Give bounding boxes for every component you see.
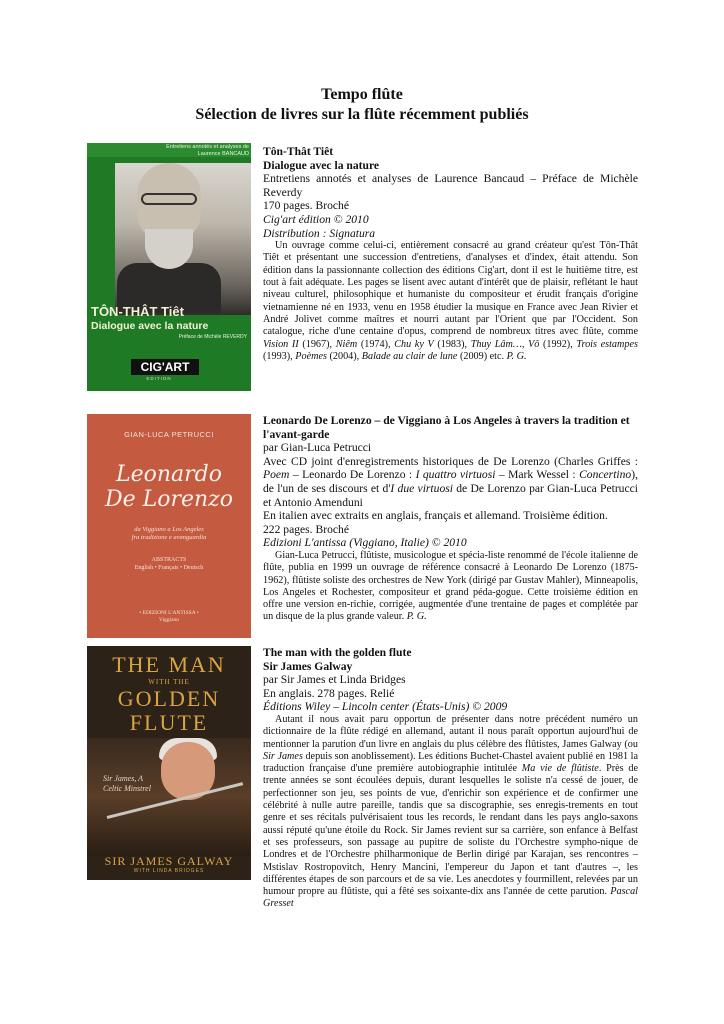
work-title: Sir James — [263, 750, 303, 762]
entry-pages: 222 pages. Broché — [263, 522, 349, 536]
book-cover-ton-that-tiet — [87, 143, 251, 391]
entry-review — [263, 240, 638, 363]
cover-publisher — [87, 610, 251, 624]
review-text: (1967), — [298, 338, 336, 350]
cover-title-line1: Leonardo — [115, 462, 222, 487]
review-signature: P. G. — [406, 611, 427, 623]
review-signature: P. G. — [506, 350, 527, 362]
cd-text: de De Lorenzo par Gian-Luca Petrucci et Antonio Amenduni — [263, 481, 638, 509]
book-entry-2 — [263, 414, 638, 624]
book-entry-1 — [263, 145, 638, 363]
work-title: Concertino — [579, 468, 632, 482]
review-text: (1993), — [263, 350, 296, 362]
publisher-edition: EDITION — [146, 376, 172, 381]
work-title: Ma vie de flûtiste — [521, 763, 599, 775]
entry-author: Sir James Galway — [263, 659, 353, 673]
publisher-place: Viggiano — [158, 617, 180, 623]
cover-author: GIAN-LUCA PETRUCCI — [124, 430, 214, 439]
cover-title-line1: THE MAN — [112, 652, 226, 677]
cover-abstracts — [87, 556, 251, 572]
review-text: Un ouvrage comme celui-ci, entièrement consacré au grand créateur qu'est Tôn-Thât Tiêt et présentant une succession d'entretiens, d'analyses et d'index, était attendu. Son édition dans la passionnante collection des éditions Cig'art, dont il est le huitième titre, est tout à fait adéquate. Les pages se lisent avec autant d'intérêt que de plaisir, reflétant le haut niveau culturel, philosophique et humaniste du compositeur et érudit français d'origine vietnamienne né en 1933, venu en 1958 étudier la musique en France avec Jean Rivier et André Jolivet comme maîtres et nourri autant par l'Orient que par l'Occident. Son catalogue, riche d'une centaine d'opus, comprend de nombreux titres avec flûte, comme — [263, 240, 638, 338]
work-title: Poem — [263, 468, 290, 482]
entry-publisher: Éditions Wiley – Lincoln center (États-Unis) © 2009 — [263, 700, 508, 714]
entry-by: par Gian-Luca Petrucci — [263, 441, 372, 455]
work-title: I quattro virtuosi — [415, 468, 496, 482]
cover-author: SIR JAMES GALWAY — [104, 854, 234, 868]
cd-text: – Leonardo De Lorenzo : — [289, 468, 416, 482]
cover-title — [87, 462, 251, 512]
review-text: (2009) etc. — [457, 350, 507, 362]
review-text: Autant il nous avait paru opportun de présenter dans notre précédent numéro un dictionnaire de la flûte rédigé en allemand, autant il nous paraît opportun aujourd'hui de mentionner la parution d'un livre en anglais du plus célèbre des flûtistes, James Galway (ou — [263, 713, 638, 750]
abstracts-label: ABSTRACTS — [151, 557, 187, 563]
abstracts-languages: English • Français • Deutsch — [134, 565, 204, 571]
work-title: Chu ky V — [394, 338, 434, 350]
cd-text: – Mark Wessel : — [495, 468, 580, 482]
page-subtitle: Sélection de livres sur la flûte récemment publiés — [195, 106, 529, 123]
entry-title: The man with the golden flute — [263, 646, 412, 659]
page-title: Tempo flûte — [321, 86, 403, 103]
entry-publisher: Edizioni L'antissa (Viggiano, Italie) © 2010 — [263, 536, 467, 550]
work-title: Trois estampes — [576, 338, 638, 350]
review-text: . Près de trente années se sont écoulées depuis, durant lesquelles le soliste n'a cessé de jouer, de perfectionner son jeu, ses points de vue, d'enrichir son expérience et de confirmer une célébrité à nulle autre pareille, tandis que sa discographie, ses enregis-trements en tout genre et ses récitals pulvérisaient tous les records, le rendant dans les pays anglo-saxons aussi réputé qu'une étoile du Rock. Sir James revient sur sa carrière, son enfance à Belfast et ses professeurs, son passage au pupitre de soliste du l'Orchestre sympho-nique de Londres et de l'Orchestre philharmonique de Berlin dirigé par Karajan, ses rencontres – Mstislav Rostropovitch, Henry Mancini, l'empereur du Japon et tant d'autres –, les différentes étapes de son parcours et de sa vie. Les anecdotes y fourmillent, relevées par un humour propre au flûtiste, qui a fêté ses soixante-dix ans l'année de cette parution. — [263, 763, 638, 898]
book-entry-3 — [263, 646, 638, 911]
cover-preface: Préface de Michèle REVERDY — [178, 334, 247, 340]
work-title: Niêm — [335, 338, 358, 350]
cd-text: Avec CD joint d'enregistrements historiques de De Lorenzo (Charles Griffes : — [263, 454, 638, 468]
entry-by: par Sir James et Linda Bridges — [263, 673, 406, 687]
entry-language: En anglais. 278 pages. Relié — [263, 686, 395, 700]
cover-subtitle — [87, 526, 251, 542]
review-text: Gian-Luca Petrucci, flûtiste, musicologue et spécia-liste renommé de l'école italienne de flûte, publia en 1999 un ouvrage de référence consacré à Leonardo De Lorenzo (1875-1962), flûtiste soliste des orchestres de New York (dirigé par Gustav Mahler), Minneapolis, Los Angeles et Rochester, compositeur et grand péda-gogue. Cette troisième édition en offre une version en-richie, corrigée, augmentée d'une trentaine de pages et complétée par un disque de la plus grande valeur. — [263, 549, 638, 623]
cover-subtitle: Entretiens annotés et analyses de Laurence BANCAUD — [166, 144, 249, 157]
cover-title-line2: WITH THE — [148, 678, 190, 686]
publisher-name: • EDIZIONI L'ANTISSA • — [139, 610, 199, 616]
review-text: depuis son anoblissement). Les éditions Buchet-Chastel avaient publié en 1981 la traduction française d'une première autobiographie intitulée — [263, 750, 638, 775]
cover-subtitle-line2: fra tradizione e avanguardia — [131, 534, 207, 541]
review-text: (1983), — [433, 338, 471, 350]
work-title: Poèmes — [295, 350, 327, 362]
book-cover-de-lorenzo — [87, 414, 251, 638]
entry-title: Leonardo De Lorenzo – de Viggiano à Los Angeles à travers la tradition et l'avant-garde — [263, 414, 630, 441]
cover-signature: Sir James, A Celtic Minstrel — [103, 774, 151, 793]
work-title: I due virtuosi — [390, 481, 453, 495]
cd-text: ), de l'un de ses discours et d' — [263, 468, 638, 495]
entry-author: Tôn-Thât Tiêt — [263, 145, 334, 158]
work-title: Balade au clair de lune — [361, 350, 458, 362]
cover-coauthor: WITH LINDA BRIDGES — [133, 868, 205, 874]
review-text: (1974), — [357, 338, 395, 350]
cover-title-line4: FLUTE — [129, 710, 209, 735]
review-signature: Pascal Gresset — [263, 886, 638, 910]
cover-author-name: TÔN-THÂT Tiêt — [91, 304, 184, 319]
cover-title-line2: De Lorenzo — [104, 487, 234, 512]
cover-book-title: Dialogue avec la nature — [91, 320, 209, 332]
cover-title-line3: GOLDEN — [117, 686, 221, 711]
entry-distribution: Distribution : Signatura — [263, 226, 376, 240]
entry-title: Dialogue avec la nature — [263, 158, 380, 172]
review-text: (2004), — [326, 350, 362, 362]
work-title: Vision II — [263, 338, 299, 350]
entry-review — [263, 550, 638, 624]
book-cover-golden-flute — [87, 646, 251, 880]
work-title: Thuy Lâm…, Vô — [470, 338, 540, 350]
entry-publisher: Cig'art édition © 2010 — [263, 212, 369, 226]
review-text: (1992), — [539, 338, 577, 350]
publisher-logo: CIG'ART — [131, 359, 199, 375]
entry-pages: 170 pages. Broché — [263, 199, 349, 213]
entry-cd-description — [263, 455, 638, 509]
entry-description: Entretiens annotés et analyses de Laurence Bancaud – Préface de Michèle Reverdy — [263, 172, 638, 199]
entry-language: En italien avec extraits en anglais, français et allemand. Troisième édition. — [263, 509, 608, 523]
cover-subtitle-line1: da Viggiano a Los Angeles — [134, 526, 204, 533]
entry-review — [263, 714, 638, 911]
